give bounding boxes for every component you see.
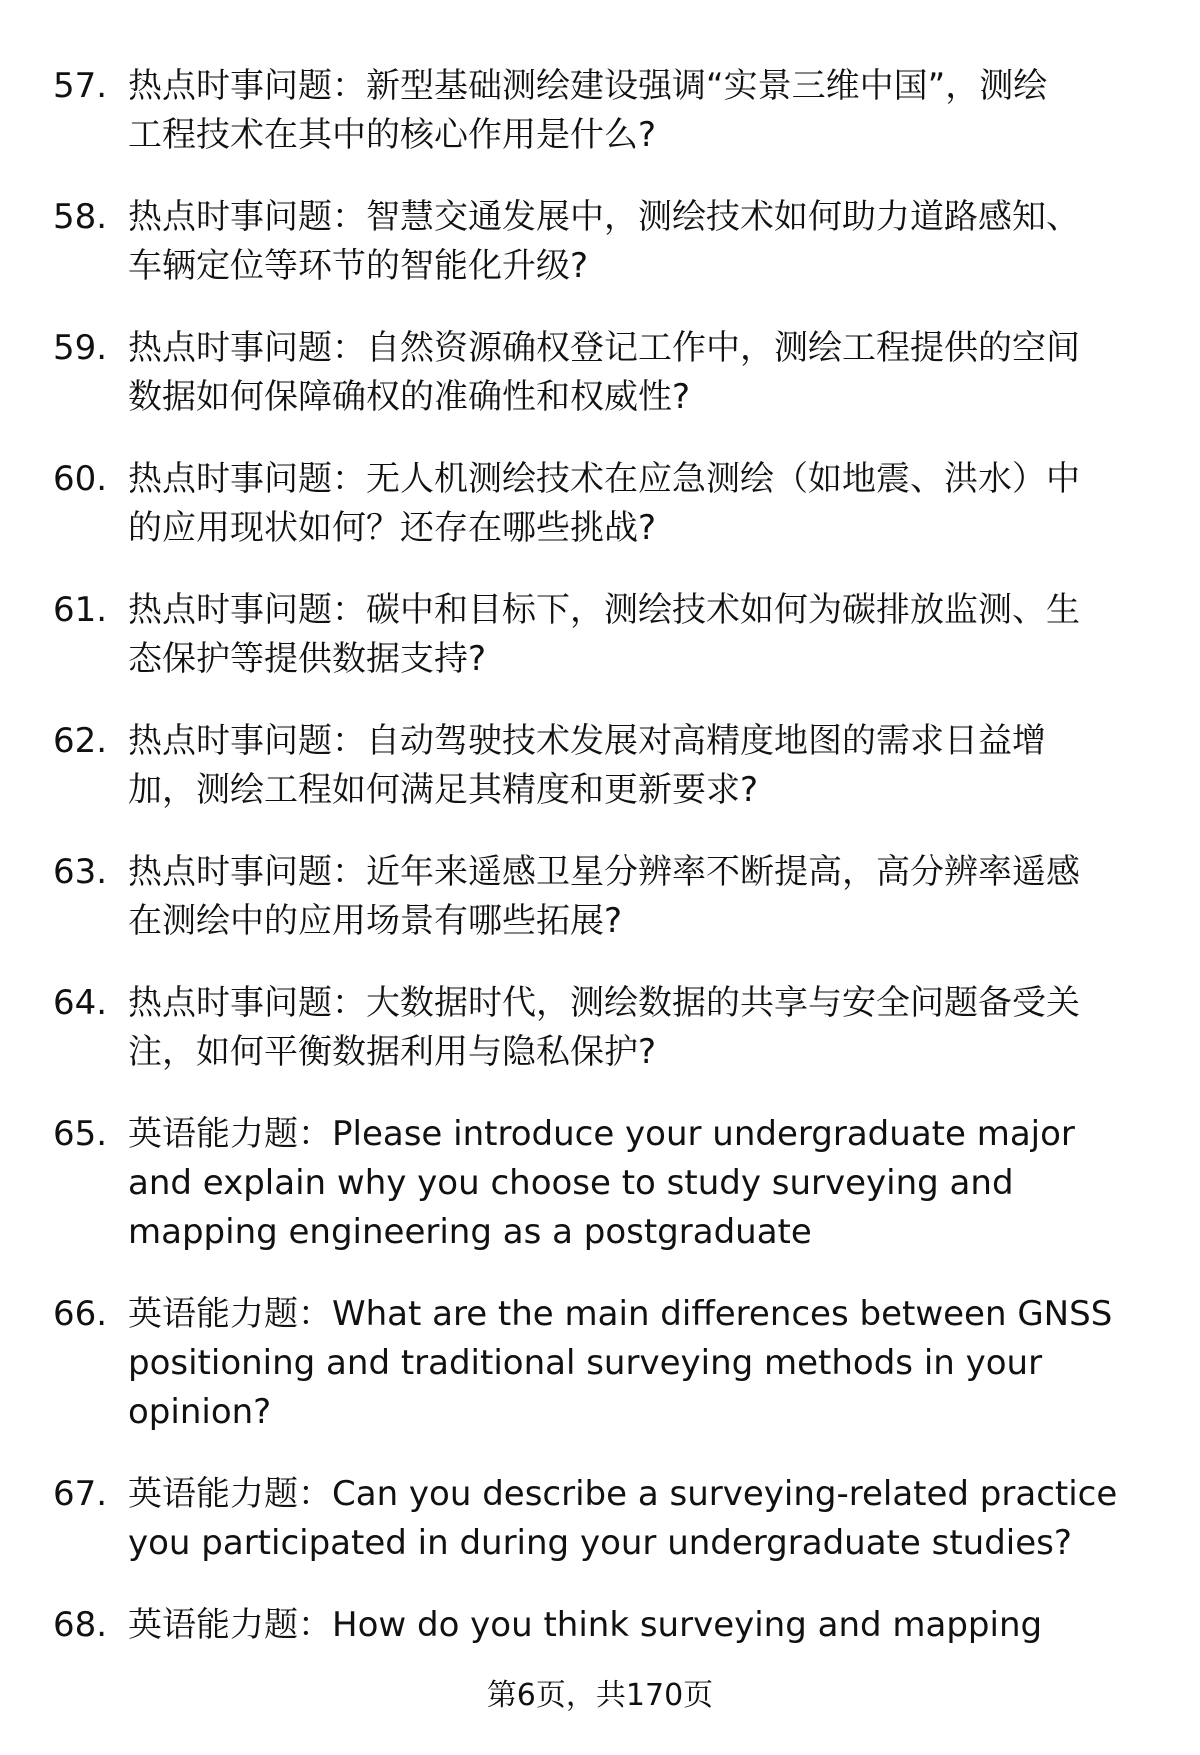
question-text-line: 英语能力题：Please introduce your undergraduate major: [128, 1114, 1075, 1154]
question-text: [128, 1470, 1148, 1568]
question-text-line: 态保护等提供数据支持?: [128, 639, 487, 679]
question-number: 66.: [53, 1294, 108, 1334]
question-text-line: 热点时事问题：智慧交通发展中，测绘技术如何助力道路感知、: [128, 197, 1080, 237]
question-list: [0, 62, 1200, 1683]
question-text: [128, 1290, 1148, 1437]
question-item: [0, 848, 1200, 946]
question-text-line: mapping engineering as a postgraduate: [128, 1212, 812, 1252]
question-item: [0, 979, 1200, 1077]
question-text-line: 热点时事问题：自然资源确权登记工作中，测绘工程提供的空间: [128, 328, 1080, 368]
question-item: [0, 324, 1200, 422]
question-number: 60.: [53, 459, 108, 499]
question-text: [128, 324, 1148, 422]
question-text-line: and explain why you choose to study surveying and: [128, 1163, 1014, 1203]
question-item: [0, 1601, 1200, 1650]
question-item: [0, 1290, 1200, 1437]
question-text-line: 热点时事问题：无人机测绘技术在应急测绘（如地震、洪水）中: [128, 459, 1080, 499]
question-text-line: 热点时事问题：自动驾驶技术发展对高精度地图的需求日益增: [128, 721, 1046, 761]
question-item: [0, 1470, 1200, 1568]
question-text-line: opinion?: [128, 1392, 272, 1432]
question-number: 63.: [53, 852, 108, 892]
question-text: [128, 1601, 1148, 1650]
question-number: 64.: [53, 983, 108, 1023]
question-text: [128, 62, 1148, 160]
question-text-line: 英语能力题：What are the main differences between GNSS: [128, 1294, 1113, 1334]
question-text: [128, 1110, 1148, 1257]
question-item: [0, 1110, 1200, 1257]
question-item: [0, 586, 1200, 684]
question-number: 65.: [53, 1114, 108, 1154]
question-text-line: 英语能力题：Can you describe a surveying-related practice: [128, 1474, 1118, 1514]
question-text-line: 热点时事问题：大数据时代，测绘数据的共享与安全问题备受关: [128, 983, 1080, 1023]
question-number: 68.: [53, 1605, 108, 1645]
question-text-line: 数据如何保障确权的准确性和权威性?: [128, 377, 691, 417]
question-item: [0, 455, 1200, 553]
question-number: 62.: [53, 721, 108, 761]
question-text: [128, 193, 1148, 291]
question-text: [128, 455, 1148, 553]
question-text-line: 热点时事问题：近年来遥感卫星分辨率不断提高，高分辨率遥感: [128, 852, 1080, 892]
question-text-line: 加，测绘工程如何满足其精度和更新要求?: [128, 770, 759, 810]
question-number: 57.: [53, 66, 108, 106]
question-item: [0, 62, 1200, 160]
question-text-line: you participated in during your undergraduate studies?: [128, 1523, 1072, 1563]
question-number: 67.: [53, 1474, 108, 1514]
question-text-line: 英语能力题：How do you think surveying and mapping: [128, 1605, 1043, 1645]
question-text: [128, 848, 1148, 946]
question-text: [128, 979, 1148, 1077]
question-text-line: 热点时事问题：碳中和目标下，测绘技术如何为碳排放监测、生: [128, 590, 1080, 630]
question-number: 58.: [53, 197, 108, 237]
question-text: [128, 717, 1148, 815]
question-text-line: 在测绘中的应用场景有哪些拓展?: [128, 901, 623, 941]
question-text: [128, 586, 1148, 684]
question-item: [0, 193, 1200, 291]
question-number: 61.: [53, 590, 108, 630]
question-text-line: 车辆定位等环节的智能化升级?: [128, 246, 589, 286]
question-text-line: 工程技术在其中的核心作用是什么?: [128, 115, 657, 155]
question-text-line: 热点时事问题：新型基础测绘建设强调“实景三维中国”，测绘: [128, 66, 1048, 106]
question-number: 59.: [53, 328, 108, 368]
page-footer: 第6页，共170页: [486, 1678, 714, 1713]
question-item: [0, 717, 1200, 815]
question-text-line: 的应用现状如何？还存在哪些挑战?: [128, 508, 657, 548]
question-text-line: 注，如何平衡数据利用与隐私保护?: [128, 1032, 657, 1072]
question-text-line: positioning and traditional surveying methods in your: [128, 1343, 1043, 1383]
